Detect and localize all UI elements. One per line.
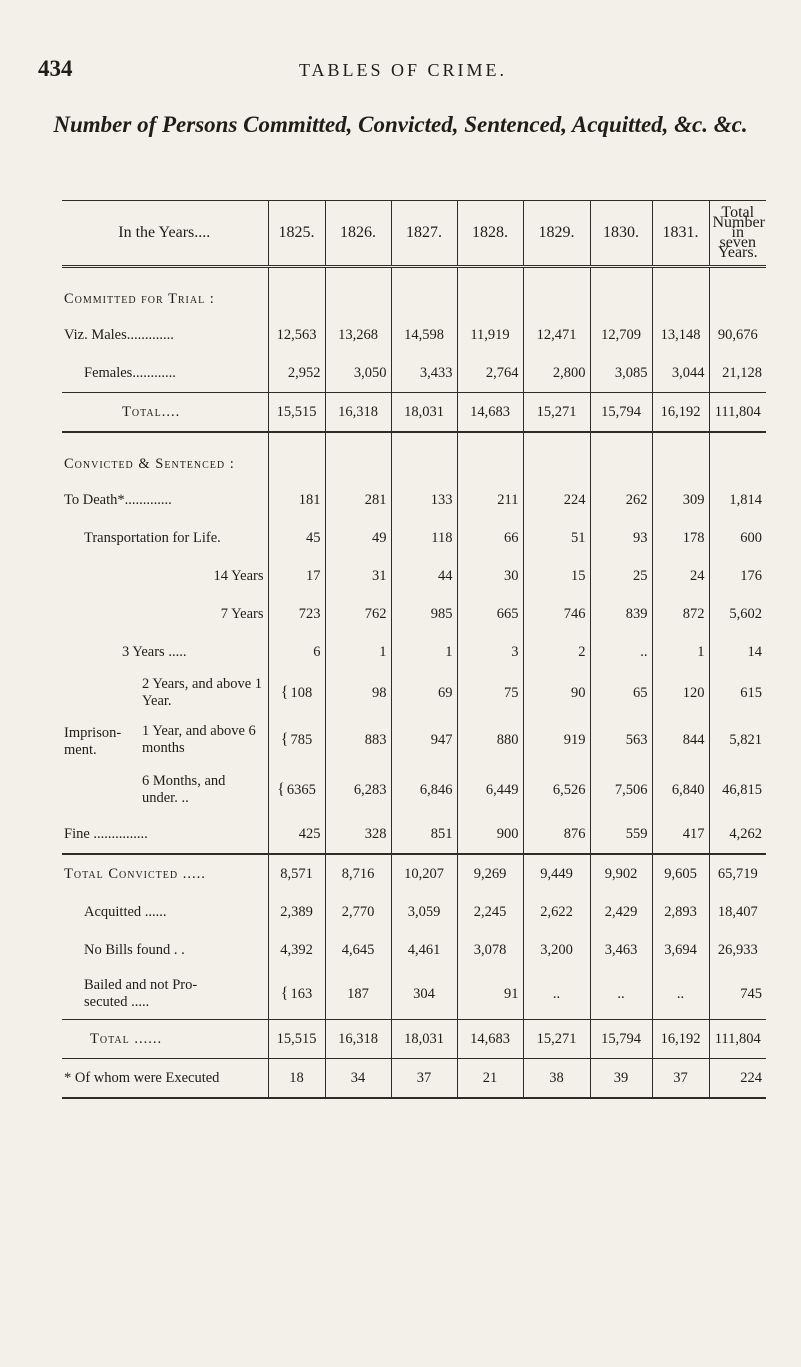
cell: 919 bbox=[523, 715, 590, 765]
row-label: 3 Years ..... bbox=[122, 643, 187, 660]
cell: 65 bbox=[590, 671, 652, 715]
cell: 1 bbox=[391, 633, 457, 671]
cell-total: 111,804 bbox=[709, 393, 766, 433]
cell: 425 bbox=[268, 815, 325, 854]
cell: 4,645 bbox=[325, 931, 391, 969]
cell: 851 bbox=[391, 815, 457, 854]
cell: 34 bbox=[325, 1059, 391, 1099]
cell-total: 224 bbox=[709, 1059, 766, 1099]
year-header: 1827. bbox=[391, 201, 457, 267]
cell: 872 bbox=[652, 595, 709, 633]
cell-total: 4,262 bbox=[709, 815, 766, 854]
cell-total: 615 bbox=[709, 671, 766, 715]
cell: 8,571 bbox=[268, 854, 325, 893]
row-label: Viz. Males............. bbox=[64, 326, 174, 343]
cell: 15,794 bbox=[590, 393, 652, 433]
brace-glyph: { bbox=[277, 781, 285, 798]
cell: 9,449 bbox=[523, 854, 590, 893]
cell: 746 bbox=[523, 595, 590, 633]
table-row bbox=[62, 969, 766, 1020]
row-label: Bailed and not Pro- secuted ..... bbox=[62, 969, 268, 1020]
cell: 18 bbox=[268, 1059, 325, 1099]
cell: 39 bbox=[590, 1059, 652, 1099]
cell: 309 bbox=[652, 481, 709, 519]
cell: 93 bbox=[590, 519, 652, 557]
cell: 304 bbox=[391, 969, 457, 1020]
cell: 6,526 bbox=[523, 765, 590, 815]
cell: 11,919 bbox=[457, 316, 523, 354]
cell: 21 bbox=[457, 1059, 523, 1099]
table-title: Number of Persons Committed, Convicted, Sentenced, Acquitted, &c. &c. bbox=[53, 112, 748, 137]
cell: 17 bbox=[268, 557, 325, 595]
years-label: In the Years.... bbox=[62, 201, 268, 267]
cell: 178 bbox=[652, 519, 709, 557]
cell: 12,471 bbox=[523, 316, 590, 354]
cell: 3,078 bbox=[457, 931, 523, 969]
row-label: 6 Months, and under. .. bbox=[142, 773, 226, 806]
cell: 15,515 bbox=[268, 1020, 325, 1059]
cell: 6,840 bbox=[652, 765, 709, 815]
table-row bbox=[62, 595, 766, 633]
cell: 91 bbox=[457, 969, 523, 1020]
cell: 6,283 bbox=[325, 765, 391, 815]
cell: 665 bbox=[457, 595, 523, 633]
table-row bbox=[62, 854, 766, 893]
cell: 3,433 bbox=[391, 354, 457, 393]
cell: 37 bbox=[652, 1059, 709, 1099]
row-label: Fine ............... bbox=[62, 815, 268, 854]
cell: { 163 bbox=[268, 969, 325, 1020]
cell: 985 bbox=[391, 595, 457, 633]
cell-total: 745 bbox=[709, 969, 766, 1020]
cell-total: 90,676 bbox=[709, 316, 766, 354]
cell: 51 bbox=[523, 519, 590, 557]
cell-total: 600 bbox=[709, 519, 766, 557]
cell: 6 bbox=[268, 633, 325, 671]
cell: 2,893 bbox=[652, 893, 709, 931]
row-label: Acquitted ...... bbox=[84, 903, 167, 920]
brace-glyph: { bbox=[280, 731, 289, 748]
cell: 3,044 bbox=[652, 354, 709, 393]
cell: 15 bbox=[523, 557, 590, 595]
cell: 14,683 bbox=[457, 1020, 523, 1059]
cell: .. bbox=[523, 969, 590, 1020]
total-header: Total Number in seven Years. bbox=[709, 201, 766, 267]
table-row bbox=[62, 316, 766, 354]
cell: 839 bbox=[590, 595, 652, 633]
cell: 723 bbox=[268, 595, 325, 633]
cell-total: 65,719 bbox=[709, 854, 766, 893]
running-title: TABLES OF CRIME. bbox=[298, 60, 508, 80]
cell: 2,622 bbox=[523, 893, 590, 931]
row-label: 7 Years bbox=[220, 605, 264, 622]
cell: 31 bbox=[325, 557, 391, 595]
cell-total: 5,602 bbox=[709, 595, 766, 633]
cell: 6,846 bbox=[391, 765, 457, 815]
page-number: 434 bbox=[38, 56, 73, 81]
cell: 13,148 bbox=[652, 316, 709, 354]
header-row bbox=[62, 201, 766, 267]
cell: 24 bbox=[652, 557, 709, 595]
cell: 281 bbox=[325, 481, 391, 519]
cell: 2,952 bbox=[268, 354, 325, 393]
cell: 90 bbox=[523, 671, 590, 715]
cell: 187 bbox=[325, 969, 391, 1020]
cell: 224 bbox=[523, 481, 590, 519]
cell: 2,245 bbox=[457, 893, 523, 931]
cell: 883 bbox=[325, 715, 391, 765]
year-header: 1828. bbox=[457, 201, 523, 267]
cell: 947 bbox=[391, 715, 457, 765]
row-label: Total Convicted ..... bbox=[64, 865, 206, 882]
cell: 1 bbox=[652, 633, 709, 671]
table-row bbox=[62, 1020, 766, 1059]
year-header: 1830. bbox=[590, 201, 652, 267]
cell: 14,683 bbox=[457, 393, 523, 433]
table-row bbox=[62, 519, 766, 557]
cell: { 785 bbox=[268, 715, 325, 765]
cell: 12,563 bbox=[268, 316, 325, 354]
table-row bbox=[62, 481, 766, 519]
convicted-heading: Convicted & Sentenced : bbox=[64, 455, 235, 472]
cell: 3,085 bbox=[590, 354, 652, 393]
row-label: Total.... bbox=[62, 393, 268, 433]
committed-heading-row bbox=[62, 282, 766, 316]
cell: 118 bbox=[391, 519, 457, 557]
row-label: 1 Year, and above 6 months bbox=[142, 723, 256, 756]
cell: 120 bbox=[652, 671, 709, 715]
imprisonment-label: Imprison- ment. bbox=[64, 725, 122, 758]
committed-heading: Committed for Trial : bbox=[64, 290, 215, 307]
table-row bbox=[62, 633, 766, 671]
cell-total: 26,933 bbox=[709, 931, 766, 969]
cell-total: 14 bbox=[709, 633, 766, 671]
cell-total: 5,821 bbox=[709, 715, 766, 765]
year-header: 1829. bbox=[523, 201, 590, 267]
table-row bbox=[62, 393, 766, 433]
cell: 3,463 bbox=[590, 931, 652, 969]
cell: 30 bbox=[457, 557, 523, 595]
cell: .. bbox=[590, 969, 652, 1020]
cell: 49 bbox=[325, 519, 391, 557]
cell: 559 bbox=[590, 815, 652, 854]
row-label: No Bills found . . bbox=[84, 941, 185, 958]
cell-total: 111,804 bbox=[709, 1020, 766, 1059]
cell: 876 bbox=[523, 815, 590, 854]
cell-total: 21,128 bbox=[709, 354, 766, 393]
cell: 18,031 bbox=[391, 1020, 457, 1059]
cell-total: 46,815 bbox=[709, 765, 766, 815]
cell: 15,271 bbox=[523, 1020, 590, 1059]
crime-table bbox=[62, 200, 766, 1099]
row-label: * Of whom were Executed bbox=[62, 1059, 268, 1099]
cell: 18,031 bbox=[391, 393, 457, 433]
cell: 1 bbox=[325, 633, 391, 671]
cell: 16,318 bbox=[325, 1020, 391, 1059]
cell: 75 bbox=[457, 671, 523, 715]
cell-total: 18,407 bbox=[709, 893, 766, 931]
cell: 181 bbox=[268, 481, 325, 519]
table-row bbox=[62, 1059, 766, 1099]
cell: 7,506 bbox=[590, 765, 652, 815]
cell: 45 bbox=[268, 519, 325, 557]
cell: 417 bbox=[652, 815, 709, 854]
table-row bbox=[62, 893, 766, 931]
cell: 25 bbox=[590, 557, 652, 595]
row-label: Total ...... bbox=[62, 1020, 268, 1059]
cell: 98 bbox=[325, 671, 391, 715]
cell: 38 bbox=[523, 1059, 590, 1099]
cell: { 108 bbox=[268, 671, 325, 715]
cell: 15,271 bbox=[523, 393, 590, 433]
cell: 4,392 bbox=[268, 931, 325, 969]
cell: 3,200 bbox=[523, 931, 590, 969]
cell-total: 1,814 bbox=[709, 481, 766, 519]
table-row bbox=[62, 815, 766, 854]
cell: 14,598 bbox=[391, 316, 457, 354]
cell: 2,800 bbox=[523, 354, 590, 393]
year-header: 1826. bbox=[325, 201, 391, 267]
cell: 12,709 bbox=[590, 316, 652, 354]
brace-glyph: { bbox=[280, 684, 289, 701]
brace-glyph: { bbox=[280, 985, 289, 1002]
year-header: 1825. bbox=[268, 201, 325, 267]
table-row bbox=[62, 931, 766, 969]
cell: 10,207 bbox=[391, 854, 457, 893]
cell: 9,902 bbox=[590, 854, 652, 893]
cell: 2,389 bbox=[268, 893, 325, 931]
table-row bbox=[62, 671, 766, 715]
cell: 9,269 bbox=[457, 854, 523, 893]
cell: .. bbox=[590, 633, 652, 671]
table-row bbox=[62, 557, 766, 595]
cell: { 6365 bbox=[268, 765, 325, 815]
cell: 16,192 bbox=[652, 393, 709, 433]
cell: 328 bbox=[325, 815, 391, 854]
table-row bbox=[62, 715, 766, 765]
cell: 4,461 bbox=[391, 931, 457, 969]
cell: 15,515 bbox=[268, 393, 325, 433]
cell: .. bbox=[652, 969, 709, 1020]
cell: 37 bbox=[391, 1059, 457, 1099]
cell: 3,050 bbox=[325, 354, 391, 393]
cell: 3,059 bbox=[391, 893, 457, 931]
cell: 2,764 bbox=[457, 354, 523, 393]
cell: 16,192 bbox=[652, 1020, 709, 1059]
cell: 44 bbox=[391, 557, 457, 595]
cell: 9,605 bbox=[652, 854, 709, 893]
cell: 844 bbox=[652, 715, 709, 765]
cell: 8,716 bbox=[325, 854, 391, 893]
cell: 2,429 bbox=[590, 893, 652, 931]
cell: 762 bbox=[325, 595, 391, 633]
cell: 2 bbox=[523, 633, 590, 671]
year-header: 1831. bbox=[652, 201, 709, 267]
cell: 3 bbox=[457, 633, 523, 671]
cell: 66 bbox=[457, 519, 523, 557]
table-row bbox=[62, 354, 766, 393]
row-label: Females............ bbox=[62, 354, 268, 393]
cell: 16,318 bbox=[325, 393, 391, 433]
row-label: To Death*............. bbox=[64, 491, 172, 508]
cell: 13,268 bbox=[325, 316, 391, 354]
cell: 262 bbox=[590, 481, 652, 519]
cell: 563 bbox=[590, 715, 652, 765]
row-label: Transportation for Life. bbox=[84, 529, 221, 546]
cell: 880 bbox=[457, 715, 523, 765]
cell: 15,794 bbox=[590, 1020, 652, 1059]
cell: 211 bbox=[457, 481, 523, 519]
convicted-heading-row bbox=[62, 447, 766, 481]
table-row bbox=[62, 765, 766, 815]
cell-total: 176 bbox=[709, 557, 766, 595]
cell: 2,770 bbox=[325, 893, 391, 931]
cell: 6,449 bbox=[457, 765, 523, 815]
cell: 133 bbox=[391, 481, 457, 519]
row-label: 2 Years, and above 1 Year. bbox=[142, 676, 263, 709]
row-label: 14 Years bbox=[213, 567, 264, 584]
cell: 3,694 bbox=[652, 931, 709, 969]
cell: 69 bbox=[391, 671, 457, 715]
cell: 900 bbox=[457, 815, 523, 854]
